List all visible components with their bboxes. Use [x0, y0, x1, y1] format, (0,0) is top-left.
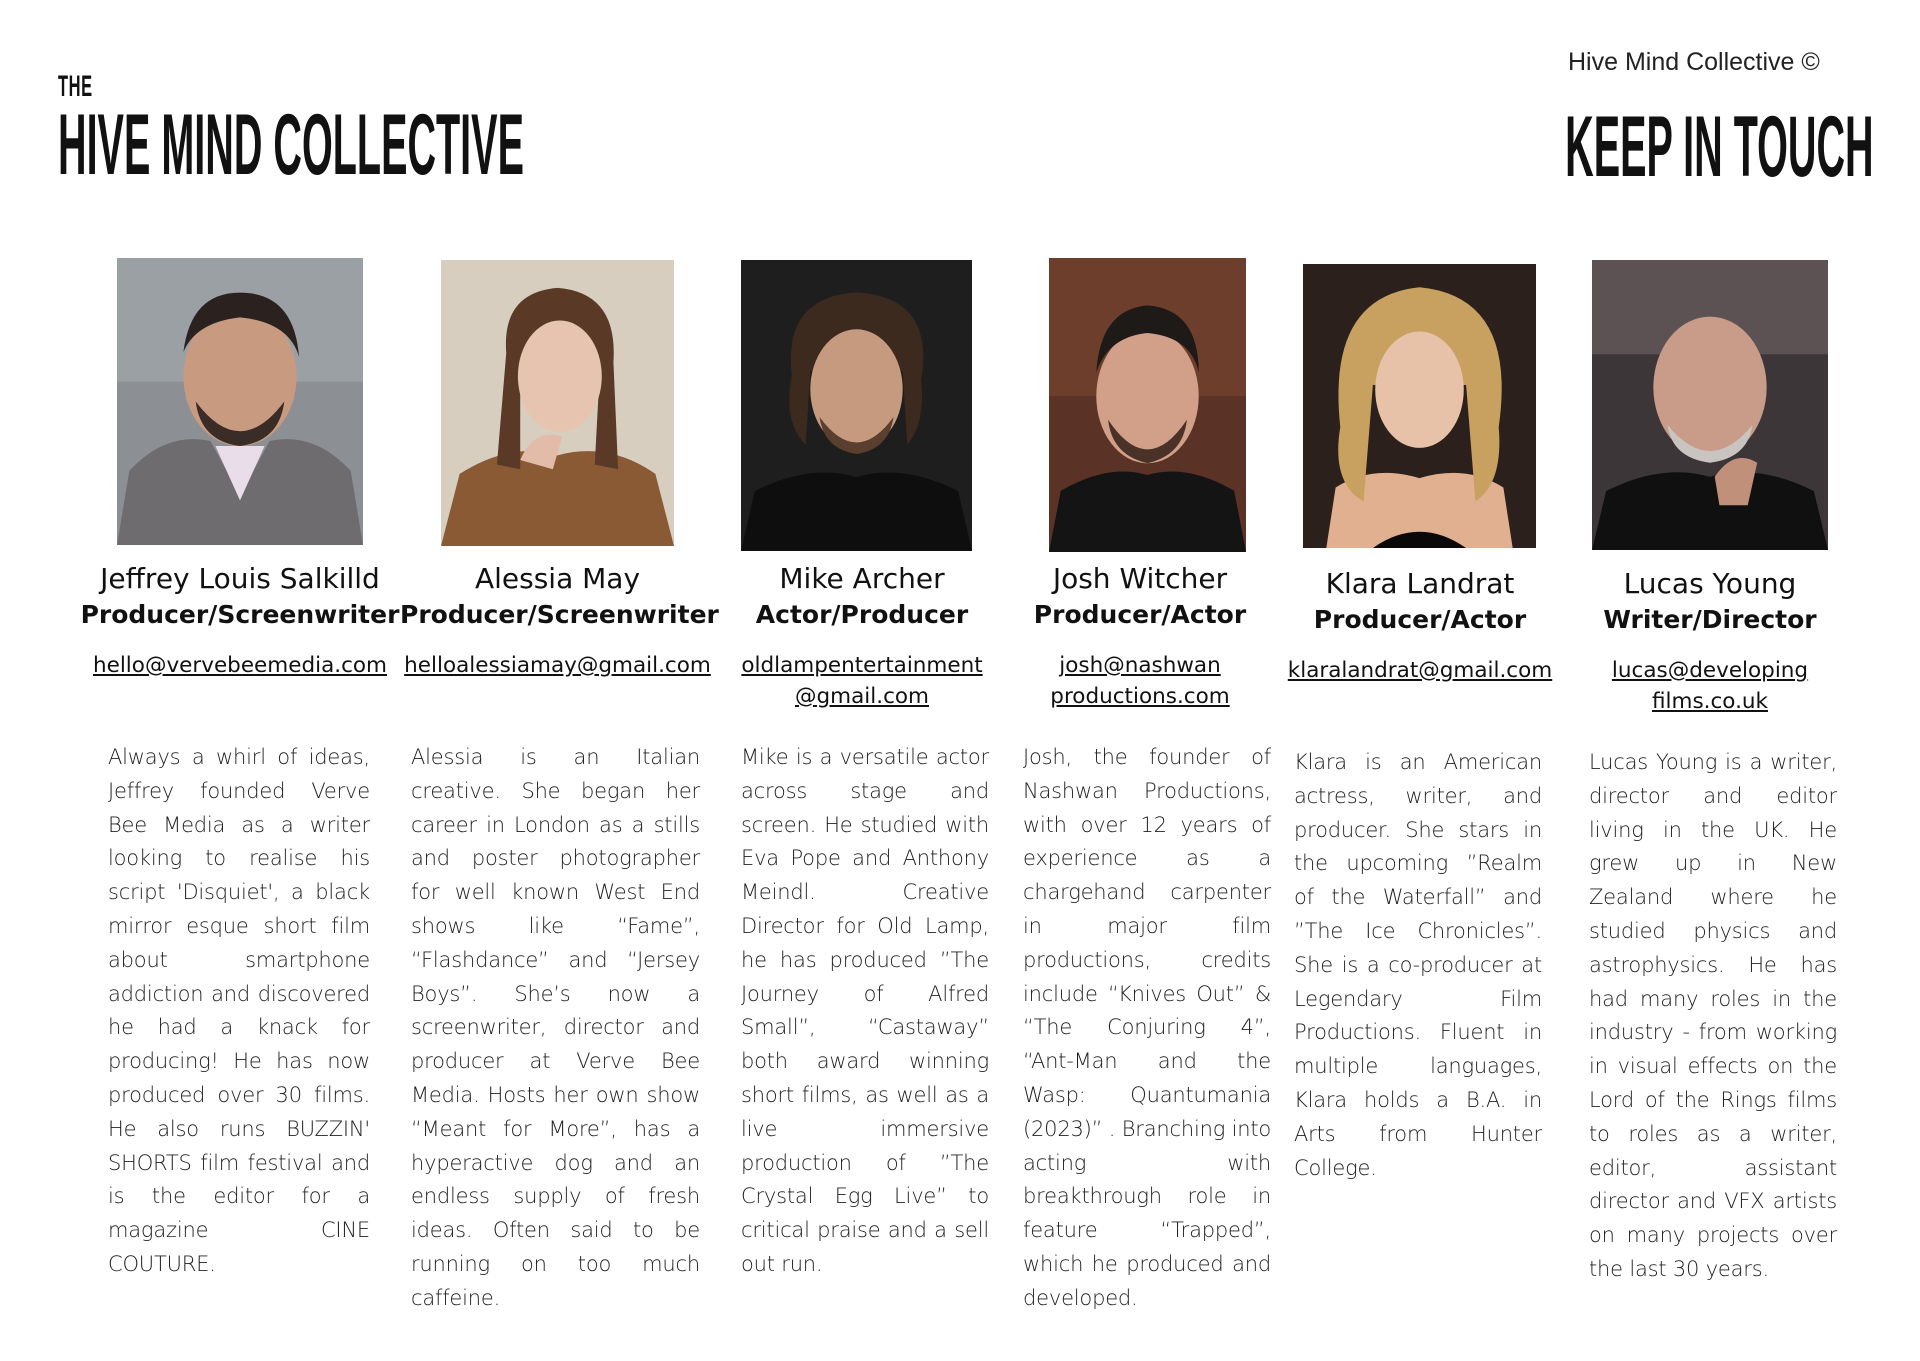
member-email[interactable]: oldlampentertainment @gmail.com	[741, 653, 983, 709]
member-bio: Klara is an American actress, writer, and producer. She stars in the upcoming ”Realm of the Waterfall” and ”The Ice Chronicles”. She is a co-producer at Legendary Film Productions. Fluent in multiple languages, Klara holds a B.A. in Arts from Hunter College.	[1294, 750, 1542, 1180]
logo-title: HIVE MIND COLLECTIVE	[58, 97, 524, 193]
page-title: KEEP IN TOUCH	[1565, 99, 1874, 195]
member-email[interactable]: josh@nashwan productions.com	[1050, 653, 1230, 709]
member-name: Klara Landrat	[1325, 567, 1515, 600]
photo-mike	[741, 260, 972, 551]
photo-alessia	[441, 260, 674, 546]
member-role: Producer/Screenwriter	[80, 600, 400, 629]
photo-lucas	[1592, 260, 1828, 550]
member-role: Writer/Director	[1603, 605, 1817, 634]
member-bio: Always a whirl of ideas, Jeffrey founded Verve Bee Media as a writer looking to realise his script 'Disquiet', a black mirror esque short film about smartphone addiction and discovered he had a knack for producing! He has now produced over 30 films. He also runs BUZZIN' SHORTS film festival and is the editor for a magazine CINE COUTURE.	[108, 745, 370, 1276]
member-name: Jeffrey Louis Salkilld	[100, 562, 380, 595]
copyright-notice: Hive Mind Collective ©	[1568, 48, 1820, 76]
photo-klara	[1303, 264, 1536, 548]
member-email[interactable]: hello@vervebeemedia.com	[92, 653, 388, 678]
logo-small-text: THE	[58, 70, 93, 103]
member-bio: Lucas Young is a writer, director and editor living in the UK. He grew up in New Zealand where he studied physics and astrophysics. He has had many roles in the industry - from working in visual effects on the Lord of the Rings films to roles as a writer, editor, assistant director and VFX artists on many projects over the last 30 years.	[1589, 750, 1837, 1281]
member-role: Actor/Producer	[755, 600, 969, 629]
member-role: Producer/Screenwriter	[400, 600, 719, 629]
member-email[interactable]: helloalessiamay@gmail.com	[404, 653, 711, 678]
member-name: Josh Witcher	[1052, 562, 1228, 595]
member-name: Alessia May	[474, 562, 641, 595]
member-bio: Alessia is an Italian creative. She began her career in London as a stills and poster photographer for well known West End shows like “Fame”, “Flashdance” and “Jersey Boys”. She’s now a screenwriter, director and producer at Verve Bee Media. Hosts her own show “Meant for More”, has a hyperactive dog and an endless supply of fresh ideas. Often said to be running on too much caffeine.	[411, 745, 700, 1310]
photo-jeffrey	[117, 258, 363, 545]
photo-josh	[1049, 258, 1246, 552]
member-name: Lucas Young	[1623, 567, 1797, 600]
member-email[interactable]: lucas@developing films.co.uk	[1611, 658, 1809, 714]
member-bio: Josh, the founder of Nashwan Productions, with over 12 years of experience as a chargehand carpenter in major film productions, credits include “Knives Out” & “The Conjuring 4”, “Ant-Man and the Wasp: Quantumania (2023)” . Branching into acting with breakthrough role in feature “Trapped”, which he produced and developed.	[1023, 745, 1271, 1310]
member-name: Mike Archer	[779, 562, 945, 595]
logo	[58, 70, 1071, 193]
member-role: Producer/Actor	[1033, 600, 1247, 629]
member-bio: Mike is a versatile actor across stage and screen. He studied with Eva Pope and Anthony Meindl. Creative Director for Old Lamp, he has produced ”The Journey of Alfred Small”, “Castaway” both award winning short films, as well as a live immersive production of ”The Crystal Egg Live” to critical praise and a sell out run.	[741, 745, 989, 1276]
member-role: Producer/Actor	[1313, 605, 1527, 634]
member-email[interactable]: klaralandrat@gmail.com	[1287, 658, 1553, 683]
